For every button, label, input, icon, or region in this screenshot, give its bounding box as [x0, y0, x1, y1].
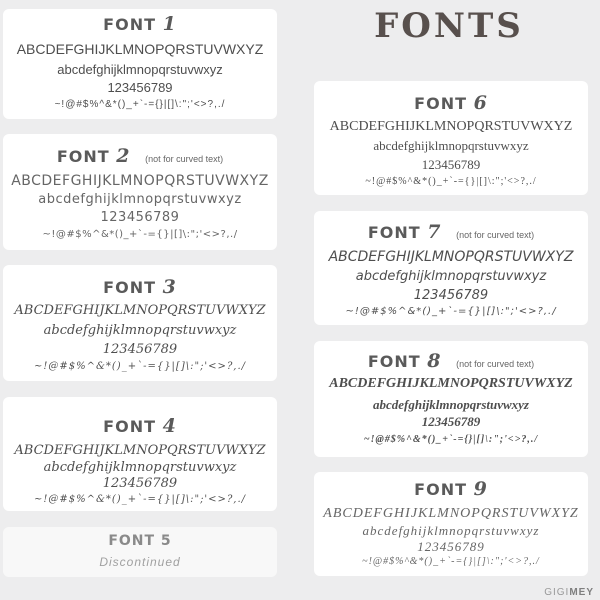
- sample-lowercase: abcdefghijklmnopqrstuvwxyz: [43, 323, 237, 338]
- font-card-title: [3, 145, 277, 167]
- font-card-title: [3, 13, 277, 35]
- font-note: (not for curved text): [145, 154, 224, 164]
- page-title: FONTS: [374, 6, 524, 46]
- watermark-suffix: MEY: [569, 587, 594, 598]
- sample-digits: 123456789: [421, 157, 481, 172]
- font-number: 7: [427, 221, 442, 243]
- font-label: FONT: [367, 223, 421, 242]
- font-card-5: [3, 527, 277, 577]
- watermark: [544, 587, 594, 598]
- sample-uppercase: ABCDEFGHIJKLMNOPQRSTUVWXYZ: [14, 443, 266, 458]
- sample-symbols: ~!@#$%^&*()_+`-={}|[]\:";'<>?,./: [345, 306, 557, 317]
- font-number: 2: [116, 145, 131, 167]
- sample-symbols: ~!@#$%^&*()_+`-={}|[]\:";'<>?,./: [362, 556, 540, 567]
- font-number: 3: [162, 276, 177, 298]
- font-label: FONT: [103, 417, 157, 436]
- font-note: (not for curved text): [456, 359, 535, 369]
- font-card-title: [314, 478, 588, 500]
- font-card-8[interactable]: [314, 341, 588, 457]
- font-card-title: [3, 415, 277, 437]
- font-card-title: FONT 5: [108, 533, 172, 549]
- font-card-1[interactable]: [3, 9, 277, 119]
- sample-digits: 123456789: [413, 288, 489, 303]
- sample-lowercase: abcdefghijklmnopqrstuvwxyz: [355, 269, 547, 284]
- font-label: FONT: [103, 15, 157, 34]
- sample-symbols: ~!@#$%^&*()_+`-={}|[]\:";'<>?,./: [42, 229, 238, 240]
- font-label: FONT: [414, 94, 468, 113]
- sample-uppercase: ABCDEFGHIJKLMNOPQRSTUVWXYZ: [16, 41, 264, 57]
- font-note: (not for curved text): [456, 230, 535, 240]
- font-label: FONT: [367, 352, 421, 371]
- sample-symbols: ~!@#$%^&*()_+`-={}|[]\:";'<>?,./: [33, 494, 247, 505]
- sample-uppercase: ABCDEFGHIJKLMNOPQRSTUVWXYZ: [11, 173, 269, 189]
- sample-digits: 123456789: [107, 80, 173, 95]
- sample-uppercase: ABCDEFGHIJKLMNOPQRSTUVWXYZ: [323, 506, 579, 521]
- sample-uppercase: ABCDEFGHIJKLMNOPQRSTUVWXYZ: [329, 119, 573, 134]
- font-number: 6: [473, 92, 488, 114]
- font-card-title: [314, 221, 588, 243]
- sample-uppercase: ABCDEFGHIJKLMNOPQRSTUVWXYZ: [328, 249, 574, 265]
- sample-lowercase: abcdefghijklmnopqrstuvwxyz: [372, 397, 529, 412]
- sample-symbols: ~!@#$%^&*()_+`-={}|[]\:";'<>?,./: [54, 99, 226, 110]
- font-number: 8: [427, 350, 442, 372]
- font-card-7[interactable]: [314, 211, 588, 325]
- font-card-9[interactable]: [314, 472, 588, 576]
- sample-digits: 123456789: [417, 539, 485, 554]
- sample-symbols: ~!@#$%^&*()_+`-={}|[]\:";'<>?,./: [33, 361, 247, 372]
- sample-lowercase: abcdefghijklmnopqrstuvwxyz: [362, 523, 540, 538]
- sample-digits: 123456789: [102, 476, 178, 491]
- discontinued-label: Discontinued: [99, 555, 181, 569]
- font-card-6[interactable]: [314, 81, 588, 195]
- sample-uppercase: ABCDEFGHIJKLMNOPQRSTUVWXYZ: [14, 303, 266, 318]
- sample-symbols: ~!@#$%^&*()_+`-={}|[]\:";'<>?,./: [363, 434, 539, 445]
- sample-lowercase: abcdefghijklmnopqrstuvwxyz: [57, 62, 223, 77]
- font-card-2[interactable]: [3, 134, 277, 250]
- watermark-prefix: GIGI: [544, 587, 570, 598]
- font-number: 1: [162, 13, 177, 35]
- sample-lowercase: abcdefghijklmnopqrstuvwxyz: [373, 138, 529, 153]
- font-card-4[interactable]: [3, 397, 277, 511]
- font-card-title: [314, 92, 588, 114]
- sample-digits: 123456789: [102, 342, 178, 357]
- font-card-title: [3, 276, 277, 298]
- font-label: FONT: [56, 147, 110, 166]
- font-label: FONT: [414, 480, 468, 499]
- font-card-3[interactable]: [3, 265, 277, 381]
- sample-symbols: ~!@#$%^&*()_+`-={}|[]\:";'<>?,./: [365, 176, 537, 187]
- sample-lowercase: abcdefghijklmnopqrstuvwxyz: [38, 192, 242, 207]
- font-number: 9: [473, 478, 488, 500]
- sample-digits: 123456789: [100, 210, 180, 225]
- sample-uppercase: ABCDEFGHIJKLMNOPQRSTUVWXYZ: [329, 376, 573, 391]
- font-card-title: [314, 350, 588, 372]
- font-label: FONT: [103, 278, 157, 297]
- sample-digits: 123456789: [421, 414, 481, 429]
- sample-lowercase: abcdefghijklmnopqrstuvwxyz: [43, 460, 237, 475]
- font-number: 4: [162, 415, 177, 437]
